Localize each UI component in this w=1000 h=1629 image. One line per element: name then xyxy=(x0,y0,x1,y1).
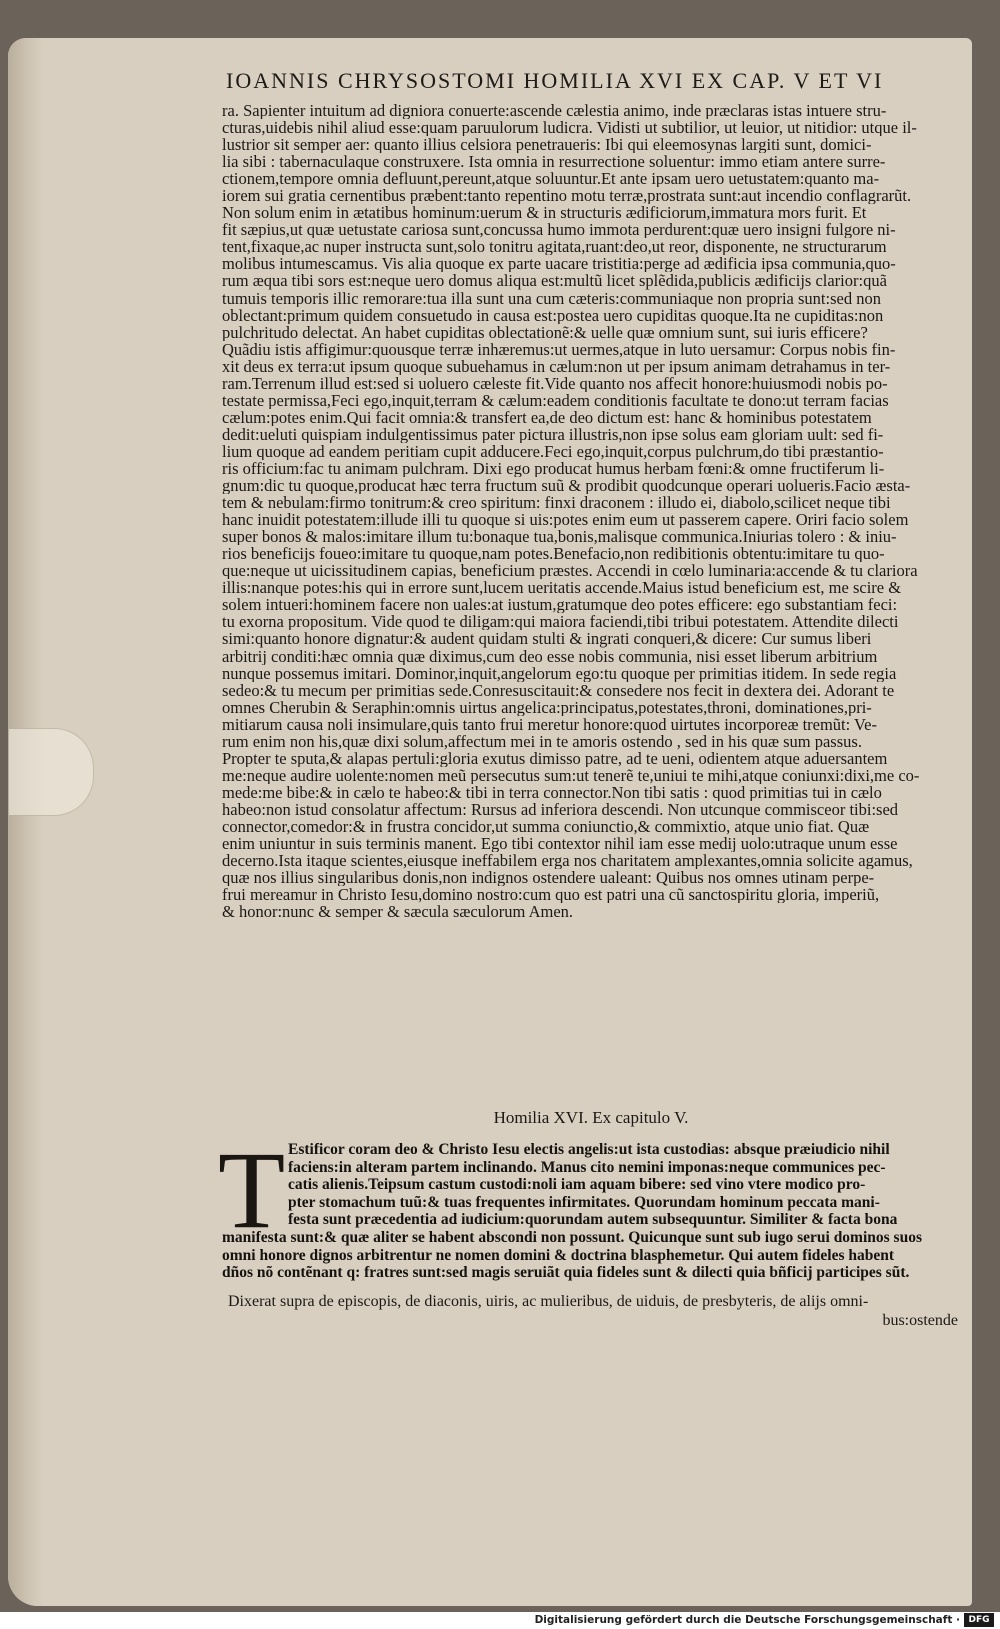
text-line: pulchritudo delectat. An habet cupiditas oblectationẽ:& uelle quæ omnium sunt, sui iuris efficere? xyxy=(222,323,868,341)
text-line: omnes Cherubin & Seraphin:omnis uirtus angelica:principatus,potestates,throni, dominationes,pri- xyxy=(222,698,872,716)
blackletter-line: dños nõ contẽnant q: fratres sunt:sed magis seruiãt quia fideles sunt & dilecti quia bñficij participes sũt. xyxy=(222,1264,910,1282)
text-line: simi:quanto honore dignatur:& audent quidam stulti & ingrati conqueri,& dicere: Cur sumus liberi xyxy=(222,630,872,648)
page-bookmark-tab xyxy=(8,728,94,816)
text-line: habeo:non istud consolatur affectum: Rursus ad inferiora descendi. Non utcunque commisceor tibi:sed xyxy=(222,800,899,818)
text-line: oblectant:primum quidem consuetudo in causa est:postea uero cupiditas quoque.Ita ne cupiditas:non xyxy=(222,306,884,324)
scripture-blackletter-text xyxy=(222,1141,958,1282)
text-line: que:neque ut uicissitudinem capias, beneficium præstes. Accendi in cœlo luminaria:accende & tu clariora xyxy=(222,562,918,580)
text-line: xit deus ex terra:ut ipsum quoque subuehamus in cælum:non ut per ipsum animam detrahamus in ter- xyxy=(222,357,891,375)
blackletter-line: Estificor coram deo & Christo Iesu electis angelis:ut ista custodias: absque præiudicio nihil xyxy=(288,1141,890,1158)
text-line: lia sibi : tabernaculaque construxere. Ista omnia in resurrectione soluentur: immo etiam antere surre- xyxy=(222,153,886,171)
text-line: enim uniuntur in suis terminis manent. Ego tibi contextor nihil iam esse medij uolo:utraque unum esse xyxy=(222,835,898,853)
page-gutter-edge xyxy=(8,38,44,1606)
blackletter-line: faciens:in alteram partem inclinando. Manus cito nemini imponas:neque communices pec- xyxy=(288,1158,886,1176)
text-line: iorem sui gratia cernentibus præbent:tanto repentino motu terræ,prostrata sunt:aut incendio conflagrarũt. xyxy=(222,187,912,205)
section-title: Homilia XVI. Ex capitulo V. xyxy=(493,1108,689,1127)
text-line: nunque possemus imitari. Dominor,inquit,angelorum ego:tu quoque per primitias itidem. In sede regia xyxy=(222,664,897,682)
text-line: cælum:potes enim.Qui facit omnia:& transfert ea,de deo dictum est: hanc & hominibus potestatem xyxy=(222,408,872,426)
text-line: tu exorna propositum. Vide quod te diligam:qui maiora faciendi,tibi tribui potestatem. Attendite dilecti xyxy=(222,613,899,631)
text-line: rum æqua tibi sors est:neque uero domus aliqua est:multũ licet splẽdida,publicis ædificijs clarior:quã xyxy=(222,272,887,290)
text-line: ra. Sapienter intuitum ad digniora conuerte:ascende cælestia animo, inde præclaras istas intuere stru- xyxy=(222,102,887,120)
text-line: solem intueri:hominem facere non uales:at iustum,gratumque deo potes efficere: ego substantiam feci: xyxy=(222,596,898,614)
text-line: mitiarum causa noli insimulare,quis tanto frui meretur honore:quod uirtutes incorporeæ tremũt: Ve- xyxy=(222,715,877,733)
text-line: decerno.Ista itaque scientes,eiusque ineffabilem erga nos charitatem amplexantes,omnia solicite agamus, xyxy=(222,852,913,870)
text-line: fit sæpius,ut quæ uetustate cariosa sunt,concussa humo immota perdurent:quæ uero insigni fulgore ni- xyxy=(222,221,896,239)
commentary-text xyxy=(228,1292,958,1330)
blackletter-line: omni honore dignos arbitrentur ne nomen domini & doctrina blasphemetur. Qui autem fideles habent xyxy=(222,1246,895,1264)
text-line: illis:nanque potes:his qui in errore sunt,lucem ueritatis accende.Maius istud beneficium est, me scire & xyxy=(222,579,902,597)
text-line: connector,comedor:& in frustra concidor,ut summa coniunctio,& commixtio, atque unio fiat. Quæ xyxy=(222,817,870,836)
text-line: mede:me bibe:& in cælo te habeo:& tibi in terra connector.Non tibi satis : quod primitias tui in cælo xyxy=(222,783,882,801)
text-line: ram.Terrenum illud est:sed si uoluero cæleste fit.Vide quanto nos affecit honore:huiusmodi nobis po- xyxy=(222,374,888,392)
text-line: ris officium:fac tu animam pulchram. Dixi ego producat humus herbam fœni:& omne fructiferum li- xyxy=(222,459,885,478)
text-line: Quãdiu istis affigimur:quousque terræ inhæremus:ut uermes,atque in luto uersamur: Corpus nobis fin- xyxy=(222,340,896,358)
text-line: dedit:ueluti quispiam indulgentissimus pater pictura illustris,non ipse solus eam gloriam uult: sed fi- xyxy=(222,425,884,443)
text-line: hanc inuidit potestatem:illude illi tu quoque si uis:potes enim eum ut passerem capere. Oriri facio solem xyxy=(222,511,909,529)
text-line: super bonos & malos:imitare illum tu:bonaque tua,bonis,malisque communica.Iniurias tolero : & iniu- xyxy=(222,528,897,546)
blackletter-line: manifesta sunt:& quæ aliter se habent abscondi non possunt. Quicunque sunt sub iugo serui dominos suos xyxy=(222,1228,922,1246)
text-line: Propter te sputa,& alapas pertuli:gloria exutus dimisso patre, ad te ueni, odientem atque aduersantem xyxy=(222,749,888,767)
text-line: tent,fixaque,ac nuper instructa sunt,solo tonitru agitata,ruant:deo,ut reor, disponente, ne structurarum xyxy=(222,238,887,256)
commentary-line: bus:ostende xyxy=(882,1312,958,1329)
commentary-line: Dixerat supra de episcopis, de diaconis, uiris, ac mulieribus, de uiduis, de presbyteris, de alijs omni- xyxy=(228,1293,869,1310)
text-line: tumuis temporis illic remorare:tua illa sunt una cum cæteris:communiaque non propria sunt:sed non xyxy=(222,289,881,307)
text-line: frui mereamur in Christo Iesu,domino nostro:cum quo est patri una cũ sanctospiritu gloria, imperiũ, xyxy=(222,886,880,904)
homily-body-text xyxy=(222,102,960,920)
blackletter-line: festa sunt præcedentia ad iudicium:quorundam autem subsequuntur. Similiter & facta bona xyxy=(288,1211,898,1229)
blackletter-line: catis alienis.Teipsum castum custodi:noli iam aquam bibere: sed vino vtere modico pro- xyxy=(288,1176,866,1194)
text-line: lium quoque ad eandem peritiam cupit adducere.Feci ego,inquit,corpus pulchrum,do tibi præstantio- xyxy=(222,442,884,460)
text-line: & honor:nunc & semper & sæcula sæculorum Amen. xyxy=(222,903,574,921)
decorated-initial: T xyxy=(218,1129,286,1251)
digitization-credit: Digitalisierung gefördert durch die Deutsche Forschungsgemeinschaft · xyxy=(534,1614,960,1626)
text-line: sedeo:& tu mecum per primitias sede.Conresuscitauit:& consedere nos fecit in dextera dei. Adorant te xyxy=(222,681,895,699)
text-line: rum enim non his,quæ dixi solum,affectum mei in te amoris ostendo , sed in his quæ sum passus. xyxy=(222,732,862,750)
text-line: cturas,uidebis nihil aliud esse:quam paruulorum ludicra. Vidisti ut subtilior, ut leuior, ut nitidior: utque il- xyxy=(222,119,917,137)
text-line: ctionem,tempore omnia defluunt,pereunt,atque soluuntur.Et ante ipsam uero uetustatem:quanto ma- xyxy=(222,170,880,188)
running-head: IOANNIS CHRYSOSTOMI HOMILIA XVI EX CAP. V ET VI xyxy=(226,68,884,93)
text-line: quæ nos illius singularibus donis,non indignos ostendere ualeant: Quibus nos omnes utinam perpe- xyxy=(222,869,875,887)
dfg-logo: DFG xyxy=(964,1613,994,1627)
text-line: lustrior sit semper aer: quanto illius celsiora penetraueris: Ibi qui eleemosynas largiti sunt, domici- xyxy=(222,136,872,154)
text-line: molibus intumescamus. Vis alia quoque ex parte uacare tristitia:perge ad ædificia ipsa communia,quo- xyxy=(222,255,896,273)
text-line: Non solum enim in ætatibus hominum:uerum & in structuris ædificiorum,immatura mors furit. Et xyxy=(222,204,867,222)
text-line: rios beneficijs foueo:imitare tu quoque,nam potes.Benefacio,non redibitionis obtentu:imitare tu quo- xyxy=(222,545,885,563)
text-line: testate permissa,Feci ego,inquit,terram & cælum:eadem conditionis facultate te dono:ut terram facias xyxy=(222,391,889,409)
text-line: me:neque audire uolente:nomen meũ persecutus sum:ut tenerẽ te,uniui te mihi,atque coniunxi:dixi,me co- xyxy=(222,766,920,784)
text-line: gnum:dic tu quoque,producat hæc terra fructum suũ & prodibit quodcunque operari uolueris.Facio æsta- xyxy=(222,477,911,495)
text-line: tem & nebulam:firmo tonitrum:& creo spiritum: finxi draconem : illudo ei, diabolo,scilicet neque tibi xyxy=(222,494,891,512)
blackletter-line: pter stomachum tuũ:& tuas frequentes infirmitates. Quorundam hominum peccata mani- xyxy=(288,1193,880,1211)
text-line: arbitrij conditi:hæc omnia quæ diximus,cum deo esse nobis communia, nisi esset liberum arbitrium xyxy=(222,647,878,665)
